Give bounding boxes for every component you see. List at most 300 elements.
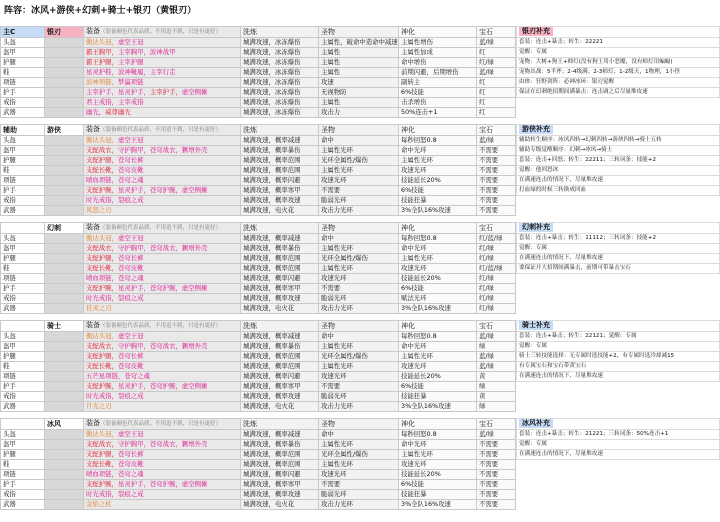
gear-item: 霸王胸甲， [86,48,118,56]
refine-cell: 城满攻速，概率闪避 [241,176,319,186]
relic-cell: 主属性光环 [319,440,399,450]
column-header: 宝石 [477,419,516,430]
gear-item: 傲达头冠， [86,234,118,242]
gem-cell: 不需要 [477,500,516,510]
relic-cell: 主属性，破命中造命中减速 [319,38,399,48]
refine-cell: 城满攻速，冰冻爆伤 [241,58,319,68]
gear-item: 苍穹战衣， [149,244,182,252]
deify-cell: 技能狂暴 [399,392,477,402]
refine-cell: 城满攻速，概率暴伤 [241,146,319,156]
note-line: 觉醒：专属 [517,48,720,58]
gear-item: 支配护腿， [86,450,118,458]
gear-item: 时光戒指， [86,294,118,302]
refine-cell: 城满攻速，概率寒甲 [241,480,319,490]
slot-color-cell [45,342,84,352]
gem-cell: 红/绿 [477,254,516,264]
relic-cell: 不需要 [319,480,399,490]
table-row [1,48,516,58]
gear-item: 狂灵之刃 [86,304,112,312]
note-line: 在满速连击的情况下，尽量堆攻速 [517,176,720,186]
gem-cell: 红 [477,108,516,118]
gear-item: 星灵护手， [117,284,150,292]
gear-item: 支配战衣， [86,342,118,350]
gear-item: 时光戒指， [86,196,118,204]
gear-cell [84,78,241,88]
slot-label: 戒指 [1,490,45,500]
relic-cell: 命中 [319,136,399,146]
slot-color-cell [45,382,84,392]
refine-cell: 城满攻速，电火花 [241,402,319,412]
note-line: 保证在幻刺绝招期间满暴击：连击调之后尽量堆攻速 [517,88,720,98]
gear-cell [84,294,241,304]
table-row [1,382,516,392]
note-line: 宠物出战：5半斧；2-4级满；2-3师灯；1-2级天，1物理，1小怪 [517,68,720,78]
deify-cell: 6%技能 [399,88,477,98]
deify-cell: 主属性光环 [399,450,477,460]
gear-item: 裂痕之戒 [117,490,144,498]
slot-label: 戒指 [1,294,45,304]
table-row [1,480,516,490]
note-line: 套装：连击+暴击；转生：21221；三转词条：50%连击+1 [517,430,720,440]
gear-cell [84,402,241,412]
slot-color-cell [45,156,84,166]
slot-label: 项链 [1,274,45,284]
note-badge: 冰风补充 [519,419,553,428]
slot-color-cell [45,38,84,48]
slot-label: 头盔 [1,234,45,244]
table-row [1,186,516,196]
deify-cell: 副转主 [399,78,477,88]
refine-cell: 城满攻速，概率范围 [241,362,319,372]
deify-cell: 赋法光环 [399,294,477,304]
gear-item: 主宰护腿 [117,58,144,66]
deify-cell: 攻速光环 [399,166,477,176]
relic-cell: 主属性 [319,68,399,78]
relic-cell: 攻击力光环 [319,304,399,314]
slot-label: 盔甲 [1,146,45,156]
deify-cell: 主属性增伤 [399,38,477,48]
gem-cell: 蓝/绿 [477,362,516,372]
slot-label: 盔甲 [1,244,45,254]
gem-cell: 蓝/绿 [477,332,516,342]
table-row [1,244,516,254]
gear-item: 獗增外壳 [181,146,208,154]
table-row [1,108,516,118]
gem-cell: 红/绿 [477,284,516,294]
table-row [1,352,516,362]
gear-item: 主宰行走 [149,68,176,76]
table-row [1,146,516,156]
note-line: 在满速连击的情况下，尽量堆攻速 [517,254,720,264]
note-line: 觉醒：专属 [517,342,720,352]
gear-item: 虚空王冠 [117,332,144,340]
gear-item: 虚空王冠 [117,136,144,144]
table-row [1,156,516,166]
gear-item: 梦瀛项链 [117,78,144,86]
gear-header-cell: 装备（装备颜色代表品质，不用追不到，只是有更好） [84,223,241,234]
deify-cell: 技能狂暴 [399,196,477,206]
relic-cell: 光环全属性/爆伤 [319,450,399,460]
refine-cell: 城满攻速，概率暴伤 [241,440,319,450]
slot-color-cell [45,500,84,510]
slot-color-cell [45,372,84,382]
gem-cell: 不需要 [477,166,516,176]
note-line: 觉醒：专属 [517,440,720,450]
deify-cell: 主属性光环 [399,352,477,362]
gear-item: 时光戒指， [86,392,118,400]
relic-cell: 光环全属性/爆伤 [319,352,399,362]
slot-color-cell [45,352,84,362]
slot-color-cell [45,206,84,216]
deify-cell: 3%全队16%攻速 [399,402,477,412]
gear-item: 獗增外壳 [181,440,208,448]
table-row [1,264,516,274]
gem-cell: 不需要 [477,490,516,500]
slot-color-cell [45,480,84,490]
hero-name: 游侠 [45,125,84,136]
note-line: 由体：狂野剑阵：必神冰环：银刃觉醒 [517,78,720,88]
gear-item: 苍穹护腕， [149,382,182,390]
gear-cell [84,68,241,78]
gear-item: 傲达头冠， [86,136,118,144]
deify-cell: 技能延长20% [399,274,477,284]
gear-item: 月光之刃 [86,402,112,410]
refine-cell: 城满攻速，概率范围 [241,166,319,176]
refine-cell: 城满攻速，冰冻爆伤 [241,88,319,98]
slot-color-cell [45,176,84,186]
column-header: 圣物 [319,419,399,430]
relic-cell: 脆弱光环 [319,490,399,500]
gear-header: 装备 [86,223,100,231]
table-row [1,470,516,480]
gem-cell: 红/绿 [477,304,516,314]
table-row [1,440,516,450]
table-row [1,88,516,98]
table-row [1,234,516,244]
notes-block-4 [516,320,720,382]
deify-cell: 主属性加成 [399,48,477,58]
refine-cell: 城满攻速，概率攻速 [241,392,319,402]
gear-item: 苍穹之魂 [117,470,144,478]
gem-cell: 不需要 [477,440,516,450]
deify-cell: 6%技能 [399,284,477,294]
gear-header-cell: 装备（装备颜色代表品质，不用追不到，只是有更好） [84,321,241,332]
gear-header: 装备 [86,125,100,133]
gear-item: 幽光， [86,108,106,116]
gear-cell [84,254,241,264]
deify-cell: 前期闪避，后期增伤 [399,68,477,78]
refine-cell: 城满攻速，概率减速 [241,234,319,244]
relic-cell: 主属性光环 [319,342,399,352]
table-row [1,196,516,206]
deify-cell: 技能延长20% [399,470,477,480]
note-line: 辅助转生顺序：冰风四转→幻刺四转→游侠四转→骑士五转 [517,136,720,146]
gear-header-cell: 装备（装备颜色代表品质，不用追不到，只是有更好） [84,27,241,38]
gem-cell: 红/绿 [477,294,516,304]
deify-cell: 技能延长20% [399,372,477,382]
slot-label: 项链 [1,176,45,186]
gear-cell [84,362,241,372]
note-line: 套装：连击+回怒；转生：22211；三转词条：技能+2 [517,156,720,166]
gear-cell [84,196,241,206]
slot-color-cell [45,166,84,176]
gear-item: 獗增外壳 [181,244,208,252]
gear-item: 星灵护手， [117,88,150,96]
gear-cell [84,382,241,392]
refine-cell: 城满攻速，冰冻爆伤 [241,48,319,58]
gear-item: 苍穹战衣， [149,146,182,154]
gear-cell [84,166,241,176]
slot-label: 戒指 [1,196,45,206]
gear-item: 守护胸甲， [117,146,150,154]
deify-cell: 技能狂暴 [399,490,477,500]
note-line: 有专属宝石和宝石带黄宝石 [517,362,720,372]
gear-cell [84,244,241,254]
gear-item: 苍穹皮靴 [117,362,144,370]
slot-color-cell [45,254,84,264]
refine-cell: 城满攻速，电火花 [241,304,319,314]
gear-cell [84,58,241,68]
table-row [1,294,516,304]
gear-item: 支配护腕， [86,480,118,488]
gear-header-cell: 装备（装备颜色代表品质，不用追不到，只是有更好） [84,419,241,430]
table-row [1,430,516,440]
hero-block-2 [0,124,516,216]
slot-label: 鞋 [1,264,45,274]
slot-label: 鞋 [1,362,45,372]
refine-cell: 城满攻速，电火花 [241,500,319,510]
role-label [1,419,45,430]
table-row [1,206,516,216]
hero-block-3 [0,222,516,314]
gear-cell [84,108,241,118]
deify-cell: 每秒回怒0.8 [399,430,477,440]
slot-color-cell [45,244,84,254]
relic-cell: 主属性 [319,58,399,68]
table-row [1,304,516,314]
slot-label: 护手 [1,284,45,294]
gear-item: 苍穹皮靴 [117,264,144,272]
slot-label: 护腿 [1,450,45,460]
gear-item: 虚空侧摊 [181,480,208,488]
deify-cell: 主属性光环 [399,254,477,264]
slot-color-cell [45,470,84,480]
slot-label: 头盔 [1,332,45,342]
slot-label: 武器 [1,108,45,118]
deify-cell: 3%全队16%攻速 [399,304,477,314]
role-label [1,321,45,332]
column-header: 洗炼 [241,223,319,234]
gear-cell [84,234,241,244]
deify-cell: 命中光环 [399,342,477,352]
gem-cell: 蓝/绿 [477,38,516,48]
relic-cell: 攻击力光环 [319,206,399,216]
gear-item: 守护胸甲， [117,342,150,350]
slot-color-cell [45,304,84,314]
gear-item: 苍穹战衣， [149,440,182,448]
column-header: 宝石 [477,125,516,136]
hero-name: 幻刺 [45,223,84,234]
gear-item: 支配护腿， [86,156,118,164]
deify-cell: 每秒回怒0.8 [399,136,477,146]
refine-cell: 城满攻速，概率范围 [241,264,319,274]
gear-item: 支配长靴， [86,264,118,272]
gear-item: 君主戒指， [86,98,118,106]
gem-cell: 不需要 [477,196,516,206]
gem-cell: 不需要 [477,146,516,156]
relic-cell: 命中 [319,430,399,440]
slot-color-cell [45,136,84,146]
slot-color-cell [45,440,84,450]
refine-cell: 城满攻速，概率范围 [241,254,319,264]
gem-cell: 黄 [477,392,516,402]
gear-cell [84,430,241,440]
hero-name: 冰风 [45,419,84,430]
column-header: 洗炼 [241,125,319,136]
gem-cell: 红/蓝/绿 [477,264,516,274]
gem-cell: 红 [477,48,516,58]
slot-color-cell [45,460,84,470]
note-line: 辅助专级觉醒顺序：幻刺→冰风→骑士 [517,146,720,156]
deify-cell: 每秒回怒0.8 [399,234,477,244]
refine-cell: 城满攻速，概率范围 [241,352,319,362]
gear-cell [84,304,241,314]
slot-label: 戒指 [1,392,45,402]
table-row [1,490,516,500]
gear-item: 支配战衣， [86,440,118,448]
gem-cell: 不需要 [477,186,516,196]
gear-header: 装备 [86,27,100,35]
gear-item: 苍穹皮靴 [117,460,144,468]
relic-cell: 攻速光环 [319,470,399,480]
refine-cell: 城满攻速，概率范围 [241,460,319,470]
gear-item: 苍穹护腕， [149,284,182,292]
gear-item: 主宰护手， [86,88,118,96]
gear-item: 星灵护手， [117,382,150,390]
gear-item: 守护胸甲， [117,440,150,448]
gear-item: 傲达头冠， [86,332,118,340]
relic-cell: 命中 [319,234,399,244]
slot-label: 盔甲 [1,440,45,450]
gear-cell [84,490,241,500]
refine-cell: 城满攻速，冰冻爆伤 [241,98,319,108]
gear-cell [84,88,241,98]
slot-color-cell [45,58,84,68]
relic-cell: 主属性光环 [319,460,399,470]
gear-item: 苍穹护腕， [149,480,182,488]
gear-item: 波神靴履， [117,68,150,76]
slot-color-cell [45,68,84,78]
gear-item: 星灵护手， [117,186,150,194]
gear-cell [84,352,241,362]
gear-item: 风怒之刃 [86,206,112,214]
gear-item: 虚空侧摊 [181,88,208,96]
deify-cell: 技能延长20% [399,176,477,186]
slot-color-cell [45,332,84,342]
refine-cell: 城满攻速，概率寒甲 [241,284,319,294]
hero-name: 骑士 [45,321,84,332]
deify-cell: 攻速光环 [399,362,477,372]
slot-label: 戒指 [1,98,45,108]
relic-cell: 主属性光环 [319,146,399,156]
relic-cell: 脆弱光环 [319,196,399,206]
slot-label: 项链 [1,372,45,382]
deify-cell: 命中光环 [399,146,477,156]
slot-label: 护手 [1,382,45,392]
column-header: 神化 [399,27,477,38]
gear-item: 支配长靴， [86,166,118,174]
gear-item: 苍穹皮靴 [117,166,144,174]
gear-header-cell: 装备（装备颜色代表品质，不用追不到，只是有更好） [84,125,241,136]
table-row [1,460,516,470]
gear-item: 支配护腕， [86,284,118,292]
gem-cell: 红/蓝/绿 [477,234,516,244]
gem-cell: 黄 [477,372,516,382]
slot-color-cell [45,146,84,156]
gear-item: 傲达头冠， [86,38,118,46]
notes-block-2 [516,124,720,196]
deify-cell: 50%连击+1 [399,108,477,118]
note-line: 觉醒：他回怒冰 [517,166,720,176]
hero-block-4 [0,320,516,412]
gem-cell: 不需要 [477,460,516,470]
relic-cell: 脆弱光环 [319,392,399,402]
note-badge: 游侠补充 [519,125,553,134]
gear-item: 裂痕之戒 [117,294,144,302]
gem-cell: 不需要 [477,206,516,216]
role-label: 辅助 [1,125,45,136]
gear-item: 支配长靴， [86,460,118,468]
relic-cell: 命中 [319,332,399,342]
gear-cell [84,206,241,216]
slot-label: 护腿 [1,58,45,68]
gem-cell: 红/绿 [477,274,516,284]
gear-cell [84,284,241,294]
gem-cell: 蓝/绿 [477,136,516,146]
gem-cell: 绿 [477,342,516,352]
deify-cell: 攻速光环 [399,264,477,274]
gear-item: 波神战甲 [149,48,176,56]
hero-block-5 [0,418,516,510]
gear-cell [84,372,241,382]
relic-cell: 不需要 [319,186,399,196]
gear-item: 支配战衣， [86,244,118,252]
column-header: 洗炼 [241,321,319,332]
table-row [1,136,516,146]
relic-cell: 攻速光环 [319,274,399,284]
hero-name: 银刃 [45,27,84,38]
refine-cell: 城满攻速，概率减速 [241,430,319,440]
gear-item: 苍穹之魂 [124,372,150,380]
table-row [1,450,516,460]
role-label: 主C [1,27,45,38]
gear-item: 虚空侧摊 [181,284,208,292]
gear-item: 苍穹护腕， [149,186,182,194]
relic-cell: 主属性 [319,98,399,108]
relic-cell: 攻击力光环 [319,500,399,510]
gem-cell: 不需要 [477,176,516,186]
table-row [1,254,516,264]
column-header: 圣物 [319,321,399,332]
table-row [1,362,516,372]
slot-color-cell [45,264,84,274]
gear-cell [84,440,241,450]
note-badge: 银刃补充 [519,27,553,36]
slot-color-cell [45,196,84,206]
slot-label: 护腿 [1,352,45,362]
gear-item: 支配战衣， [86,146,118,154]
notes-block-5 [516,418,720,460]
